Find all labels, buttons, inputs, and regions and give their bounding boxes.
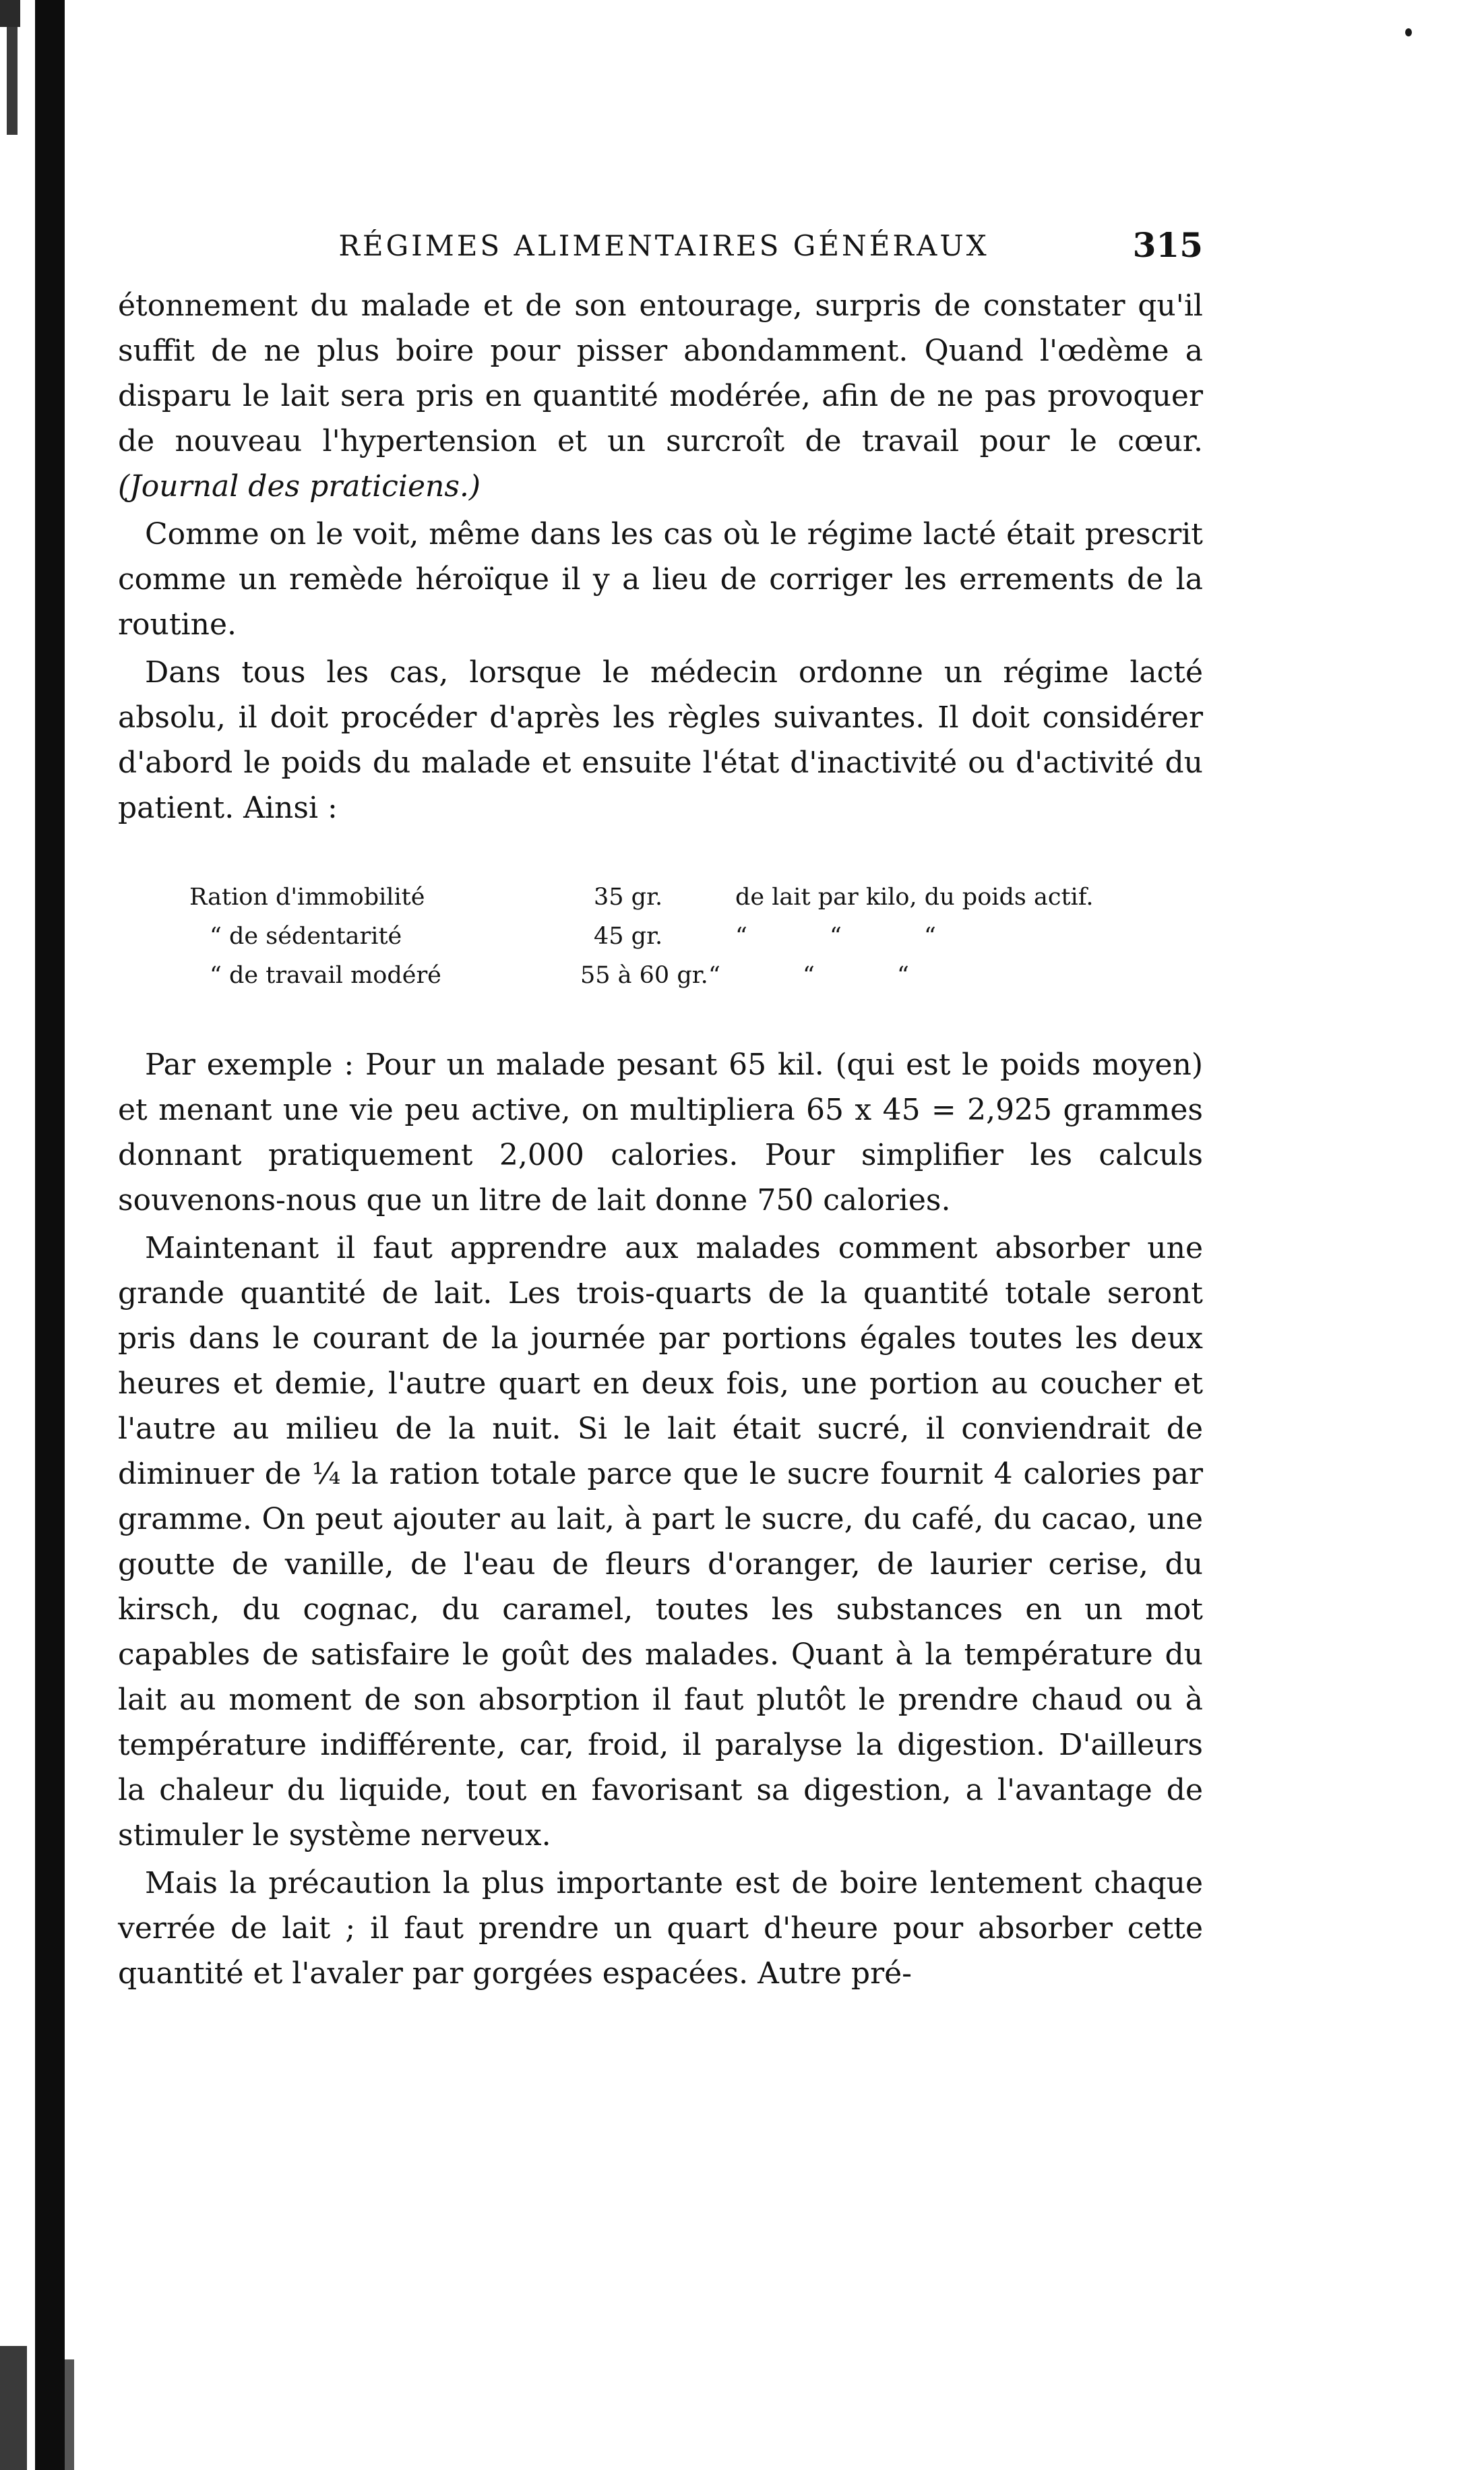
ration-table (189, 878, 1203, 995)
citation: (Journal des praticiens.) (118, 469, 481, 504)
ration-ditto-marks (735, 917, 936, 956)
running-head (118, 225, 1203, 283)
ration-row-moderate-work (189, 956, 1203, 995)
ration-row-immobility (189, 878, 1203, 917)
page-number: 315 (1132, 225, 1203, 265)
ration-row-sedentary (189, 917, 1203, 956)
ditto-mark: “ (803, 962, 815, 989)
ration-unit: de lait par kilo, du poids actif. (735, 884, 1094, 911)
paragraph-4: Par exemple : Pour un malade pesant 65 kil. (qui est le poids moyen) et menant une vie peu active, on multipliera 65 x 45 = 2,925 grammes donnant pratiquement 2,000 calories. Pour simplifier les calculs souvenons-nous que un litre de lait donne 750 calories. (118, 1048, 1203, 1217)
binding-fray-decoration (0, 0, 74, 2470)
ration-dose: 35 gr. (594, 884, 663, 911)
ditto-mark: “ (924, 923, 936, 950)
page-speck (1405, 28, 1412, 36)
ration-ditto-marks (708, 956, 909, 995)
ration-dose: 45 gr. (594, 923, 663, 950)
ration-dose: 55 à 60 gr. (580, 962, 708, 989)
ditto-mark: “ (708, 962, 720, 989)
ditto-mark: “ (897, 962, 909, 989)
paragraph-2: Comme on le voit, même dans les cas où le régime lacté était prescrit comme un remède héroïque il y a lieu de corriger les errements de la routine. (118, 517, 1203, 642)
ration-label: “ de travail modéré (210, 962, 441, 989)
ration-label: Ration d'immobilité (189, 884, 425, 911)
ditto-mark: “ (735, 923, 747, 950)
paragraph-1-text: étonnement du malade et de son entourage, surpris de constater qu'il suffit de ne plus boire pour pisser abondamment. Quand l'œdème a disparu le lait sera pris en quantité modérée, afin de ne pas provoquer de nouveau l'hypertension et un surcroît de travail pour le cœur. (118, 289, 1203, 458)
book-page (118, 225, 1203, 1996)
paragraph-5: Maintenant il faut apprendre aux malades comment absorber une grande quantité de lait. Les trois-quarts de la quantité totale seront pris dans le courant de la journée par portions égales toutes les deux heures et demie, l'autre quart en deux fois, une portion au coucher et l'autre au milieu de la nuit. Si le lait était sucré, il conviendrait de diminuer de ¼ la ration totale parce que le sucre fournit 4 calories par gramme. On peut ajouter au lait, à part le sucre, du café, du cacao, une goutte de vanille, de l'eau de fleurs d'oranger, de laurier cerise, du kirsch, du cognac, du caramel, toutes les substances en un mot capables de satisfaire le goût des malades. Quant à la température du lait au moment de son absorption il faut plutôt le prendre chaud ou à température indifférente, car, froid, il paralyse la digestion. D'ailleurs la chaleur du liquide, tout en favorisant sa digestion, a l'avantage de stimuler le système nerveux. (118, 1231, 1203, 1852)
ditto-mark: “ (830, 923, 842, 950)
paragraph-6: Mais la précaution la plus importante est de boire lentement chaque verrée de lait ; il faut prendre un quart d'heure pour absorber cette quantité et l'avaler par gorgées espacées. Autre pré- (118, 1866, 1203, 1991)
ration-label: “ de sédentarité (210, 923, 402, 950)
paragraph-3: Dans tous les cas, lorsque le médecin ordonne un régime lacté absolu, il doit procéder d'après les règles suivantes. Il doit considérer d'abord le poids du malade et ensuite l'état d'inactivité ou d'activité du patient. Ainsi : (118, 655, 1203, 825)
paragraph-1 (118, 283, 1203, 509)
running-title: RÉGIMES ALIMENTAIRES GÉNÉRAUX (338, 229, 989, 262)
